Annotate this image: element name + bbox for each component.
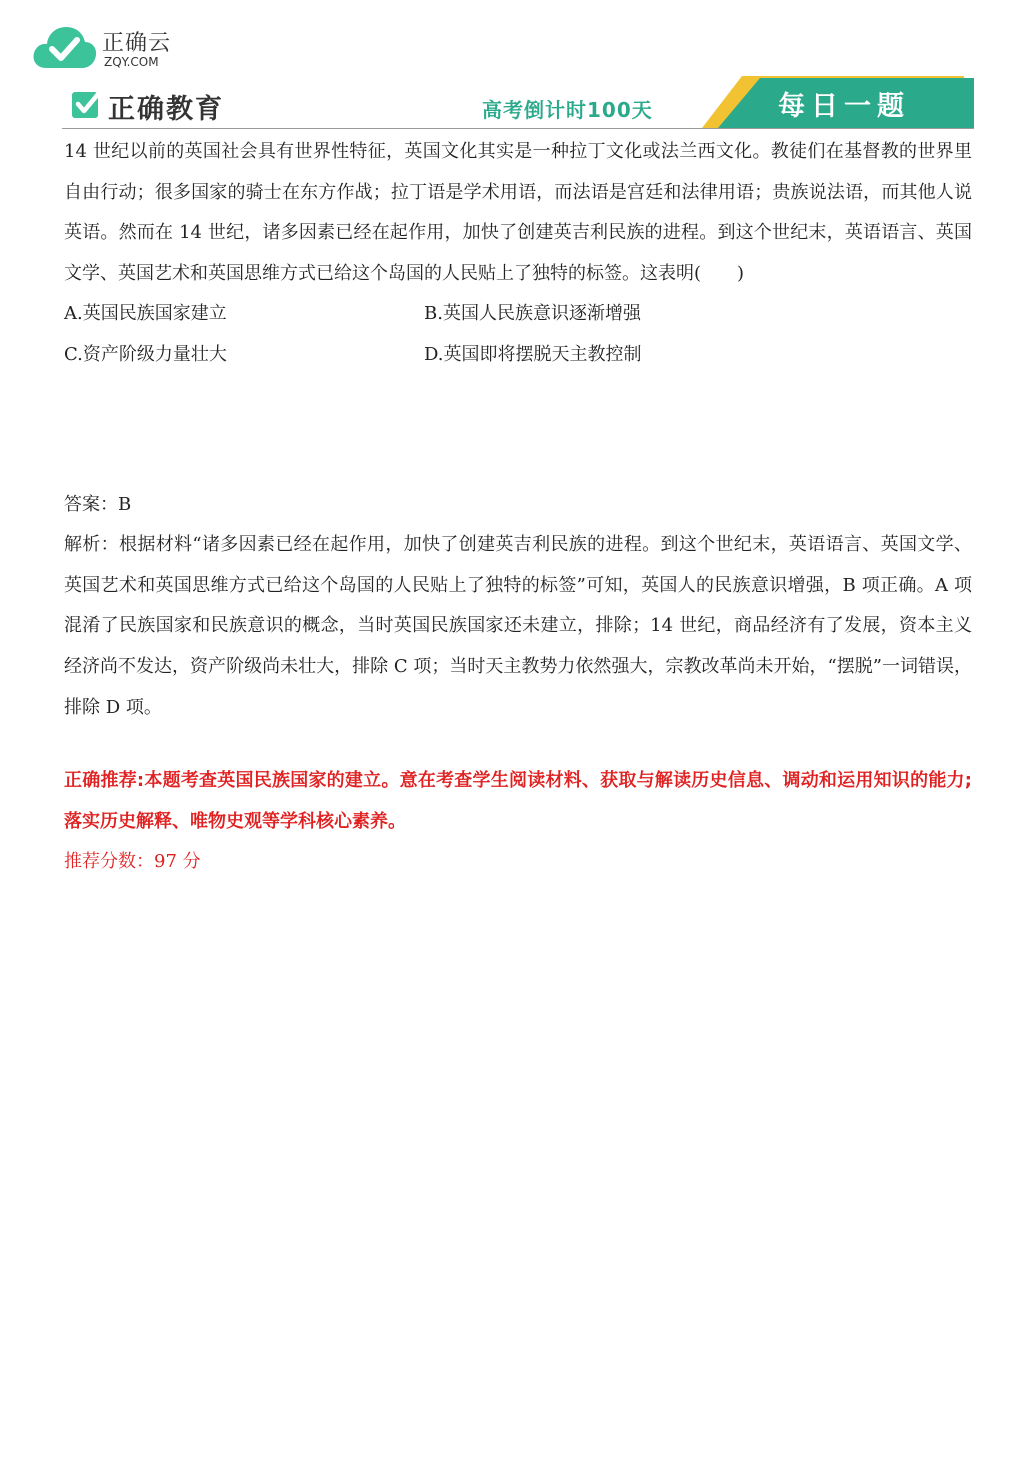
- answer-block: [64, 485, 972, 729]
- option-c: C.资产阶级力量壮大: [64, 343, 227, 365]
- recommendation-block: [64, 761, 972, 883]
- option-a: A.英国民族国家建立: [64, 303, 227, 325]
- answer-options: [64, 294, 972, 375]
- option-b: B.英国人民族意识逐渐增强: [424, 303, 641, 325]
- option-d: D.英国即将摆脱天主教控制: [424, 343, 642, 365]
- question-stem: 14 世纪以前的英国社会具有世界性特征，英国文化其实是一种拉丁文化或法兰西文化。教徒们在基督教的世界里自由行动；很多国家的骑士在东方作战；拉丁语是学术用语，而法语是宫廷和法律用语；贵族说法语，而其他人说英语。然而在 14 世纪，诸多因素已经在起作用，加快了创建英吉利民族的进程。到这个世纪末，英语语言、英国文学、英国艺术和英国思维方式已给这个岛国的人民贴上了独特的标签。这表明( ): [64, 141, 972, 284]
- brand-logo: [30, 22, 190, 76]
- answer-explanation: 解析：根据材料“诸多因素已经在起作用，加快了创建英吉利民族的进程。到这个世纪末，英语语言、英国文学、英国艺术和英国思维方式已给这个岛国的人民贴上了独特的标签”可知，英国人的民族意识增强，B 项正确。A 项混淆了民族国家和民族意识的概念，当时英国民族国家还未建立，排除；14 世纪，商品经济有了发展，资本主义经济尚不发达，资产阶级尚未壮大，排除 C 项；当时天主教势力依然强大，宗教改革尚未开始，“摆脱”一词错误，排除 D 项。: [64, 534, 972, 718]
- checkbox-icon: [70, 88, 102, 120]
- answer-line: 答案：B: [64, 493, 132, 515]
- header-banner: [62, 72, 974, 130]
- edu-brand-title: 正确教育: [108, 94, 224, 125]
- question-content: [64, 132, 972, 883]
- countdown-text: 高考倒计时100天: [482, 98, 653, 122]
- brand-name: 正确云: [102, 31, 172, 56]
- ribbon-label: 每日一题: [778, 91, 910, 122]
- brand-domain: ZQY.COM: [104, 55, 159, 69]
- recommendation-text: 正确推荐:本题考查英国民族国家的建立。意在考查学生阅读材料、获取与解读历史信息、调动和运用知识的能力;落实历史解释、唯物史观等学科核心素养。: [64, 770, 972, 832]
- recommendation-score: 推荐分数：97 分: [64, 851, 201, 873]
- cloud-check-icon: [30, 22, 98, 74]
- header-divider: [62, 128, 974, 129]
